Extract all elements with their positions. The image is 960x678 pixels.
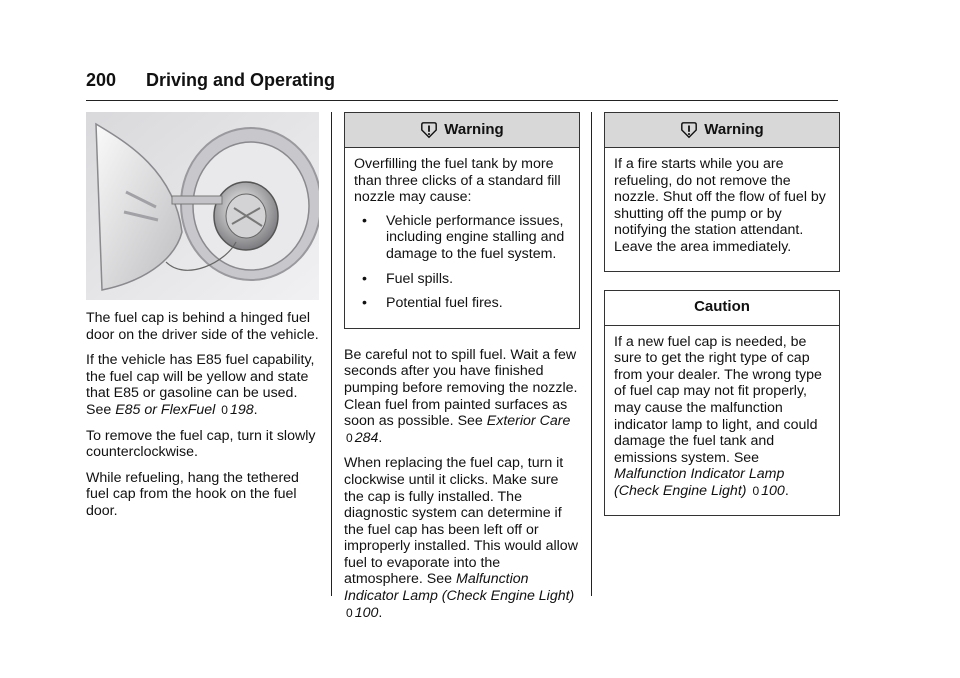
warning-header [605, 113, 839, 148]
column-right [604, 112, 840, 534]
page-header [86, 70, 838, 101]
page-ref-number[interactable]: 284 [354, 429, 379, 446]
column-left [86, 112, 322, 529]
paragraph [344, 455, 580, 621]
page-ref-icon: 0 [346, 430, 353, 445]
list-item [354, 295, 571, 312]
caution-title: Caution [694, 298, 750, 316]
warning-title: Warning [444, 120, 504, 138]
caution-header [605, 291, 839, 326]
warning-bullet-list [354, 213, 571, 312]
paragraph-text: If the vehicle has E85 fuel capability, the fuel cap will be yellow and state that E85 or gasoline can be used. See [86, 352, 315, 418]
section-title: Driving and Operating [146, 70, 336, 90]
bullet-icon: • [362, 270, 367, 287]
cross-reference-link[interactable]: Exterior Care [486, 413, 571, 430]
cross-reference-link[interactable]: Malfunction Indicator Lamp (Check Engine Light) [614, 466, 785, 499]
warning-body [605, 148, 839, 271]
page-ref-icon: 0 [752, 483, 760, 498]
paragraph-text: If a new fuel cap is needed, be sure to get the right type of cap from your dealer. The wrong type of fuel cap may not fit properly, may cause the malfunction indicator lamp to light, and could damage the fuel tank and emissions system. See [614, 333, 822, 466]
punctuation: . [253, 401, 258, 418]
list-item [354, 271, 571, 288]
caution-box [604, 290, 840, 516]
bullet-icon: • [362, 212, 367, 229]
warning-intro: Overfilling the fuel tank by more than three clicks of a standard fill nozzle may cause: [354, 156, 561, 206]
caution-text [614, 334, 831, 500]
paragraph: To remove the fuel cap, turn it slowly counterclockwise. [86, 427, 316, 461]
column-divider [591, 112, 592, 596]
warning-text: If a fire starts while you are refueling, do not remove the nozzle. Shut off the flow of fuel by shutting off the pump or by notifying the station attendant. Leave the area immediately. [614, 156, 826, 255]
column-divider [331, 112, 332, 596]
warning-box [604, 112, 840, 272]
paragraph-text: Be careful not to spill fuel. Wait a few seconds after you have finished pumping before removing the nozzle. Clean fuel from painted surfaces as soon as possible. See [344, 346, 578, 430]
paragraph [86, 352, 322, 418]
cross-reference-link[interactable]: Malfunction Indicator Lamp (Check Engine Light) [344, 571, 575, 605]
punctuation: . [378, 604, 383, 621]
list-item-text: Fuel spills. [386, 270, 454, 287]
list-item-text: Vehicle performance issues, including engine stalling and damage to the fuel system. [386, 212, 565, 262]
bullet-icon: • [362, 295, 367, 312]
warning-header [345, 113, 579, 148]
warning-icon [420, 121, 438, 139]
page-number: 200 [86, 70, 117, 90]
cross-reference-link[interactable]: E85 or FlexFuel [115, 401, 216, 418]
warning-box [344, 112, 580, 329]
warning-body [345, 148, 579, 328]
fuel-cap-photo [86, 112, 319, 300]
list-item [354, 213, 571, 263]
caution-body [605, 326, 839, 515]
warning-title: Warning [704, 120, 764, 138]
paragraph [344, 347, 580, 447]
punctuation: . [784, 482, 789, 499]
page-ref-icon: 0 [346, 605, 353, 620]
column-middle [344, 112, 580, 630]
paragraph-text: When replacing the fuel cap, turn it clockwise until it clicks. Make sure the cap is fully installed. The diagnostic system can determine if the fuel cap has been left off or improperly installed. This would allow fuel to evaporate into the atmosphere. See [344, 455, 578, 588]
page-ref-number[interactable]: 100 [354, 604, 379, 621]
paragraph: While refueling, hang the tethered fuel cap from the hook on the fuel door. [86, 469, 299, 519]
page-ref-number[interactable]: 198 [229, 401, 254, 418]
page-ref-number[interactable]: 100 [761, 482, 785, 499]
punctuation: . [378, 429, 383, 446]
page-ref-icon: 0 [221, 402, 228, 417]
list-item-text: Potential fuel fires. [386, 295, 503, 312]
warning-icon [680, 121, 698, 139]
paragraph: The fuel cap is behind a hinged fuel door on the driver side of the vehicle. [86, 310, 319, 343]
fuel-door-illustration [86, 112, 319, 300]
